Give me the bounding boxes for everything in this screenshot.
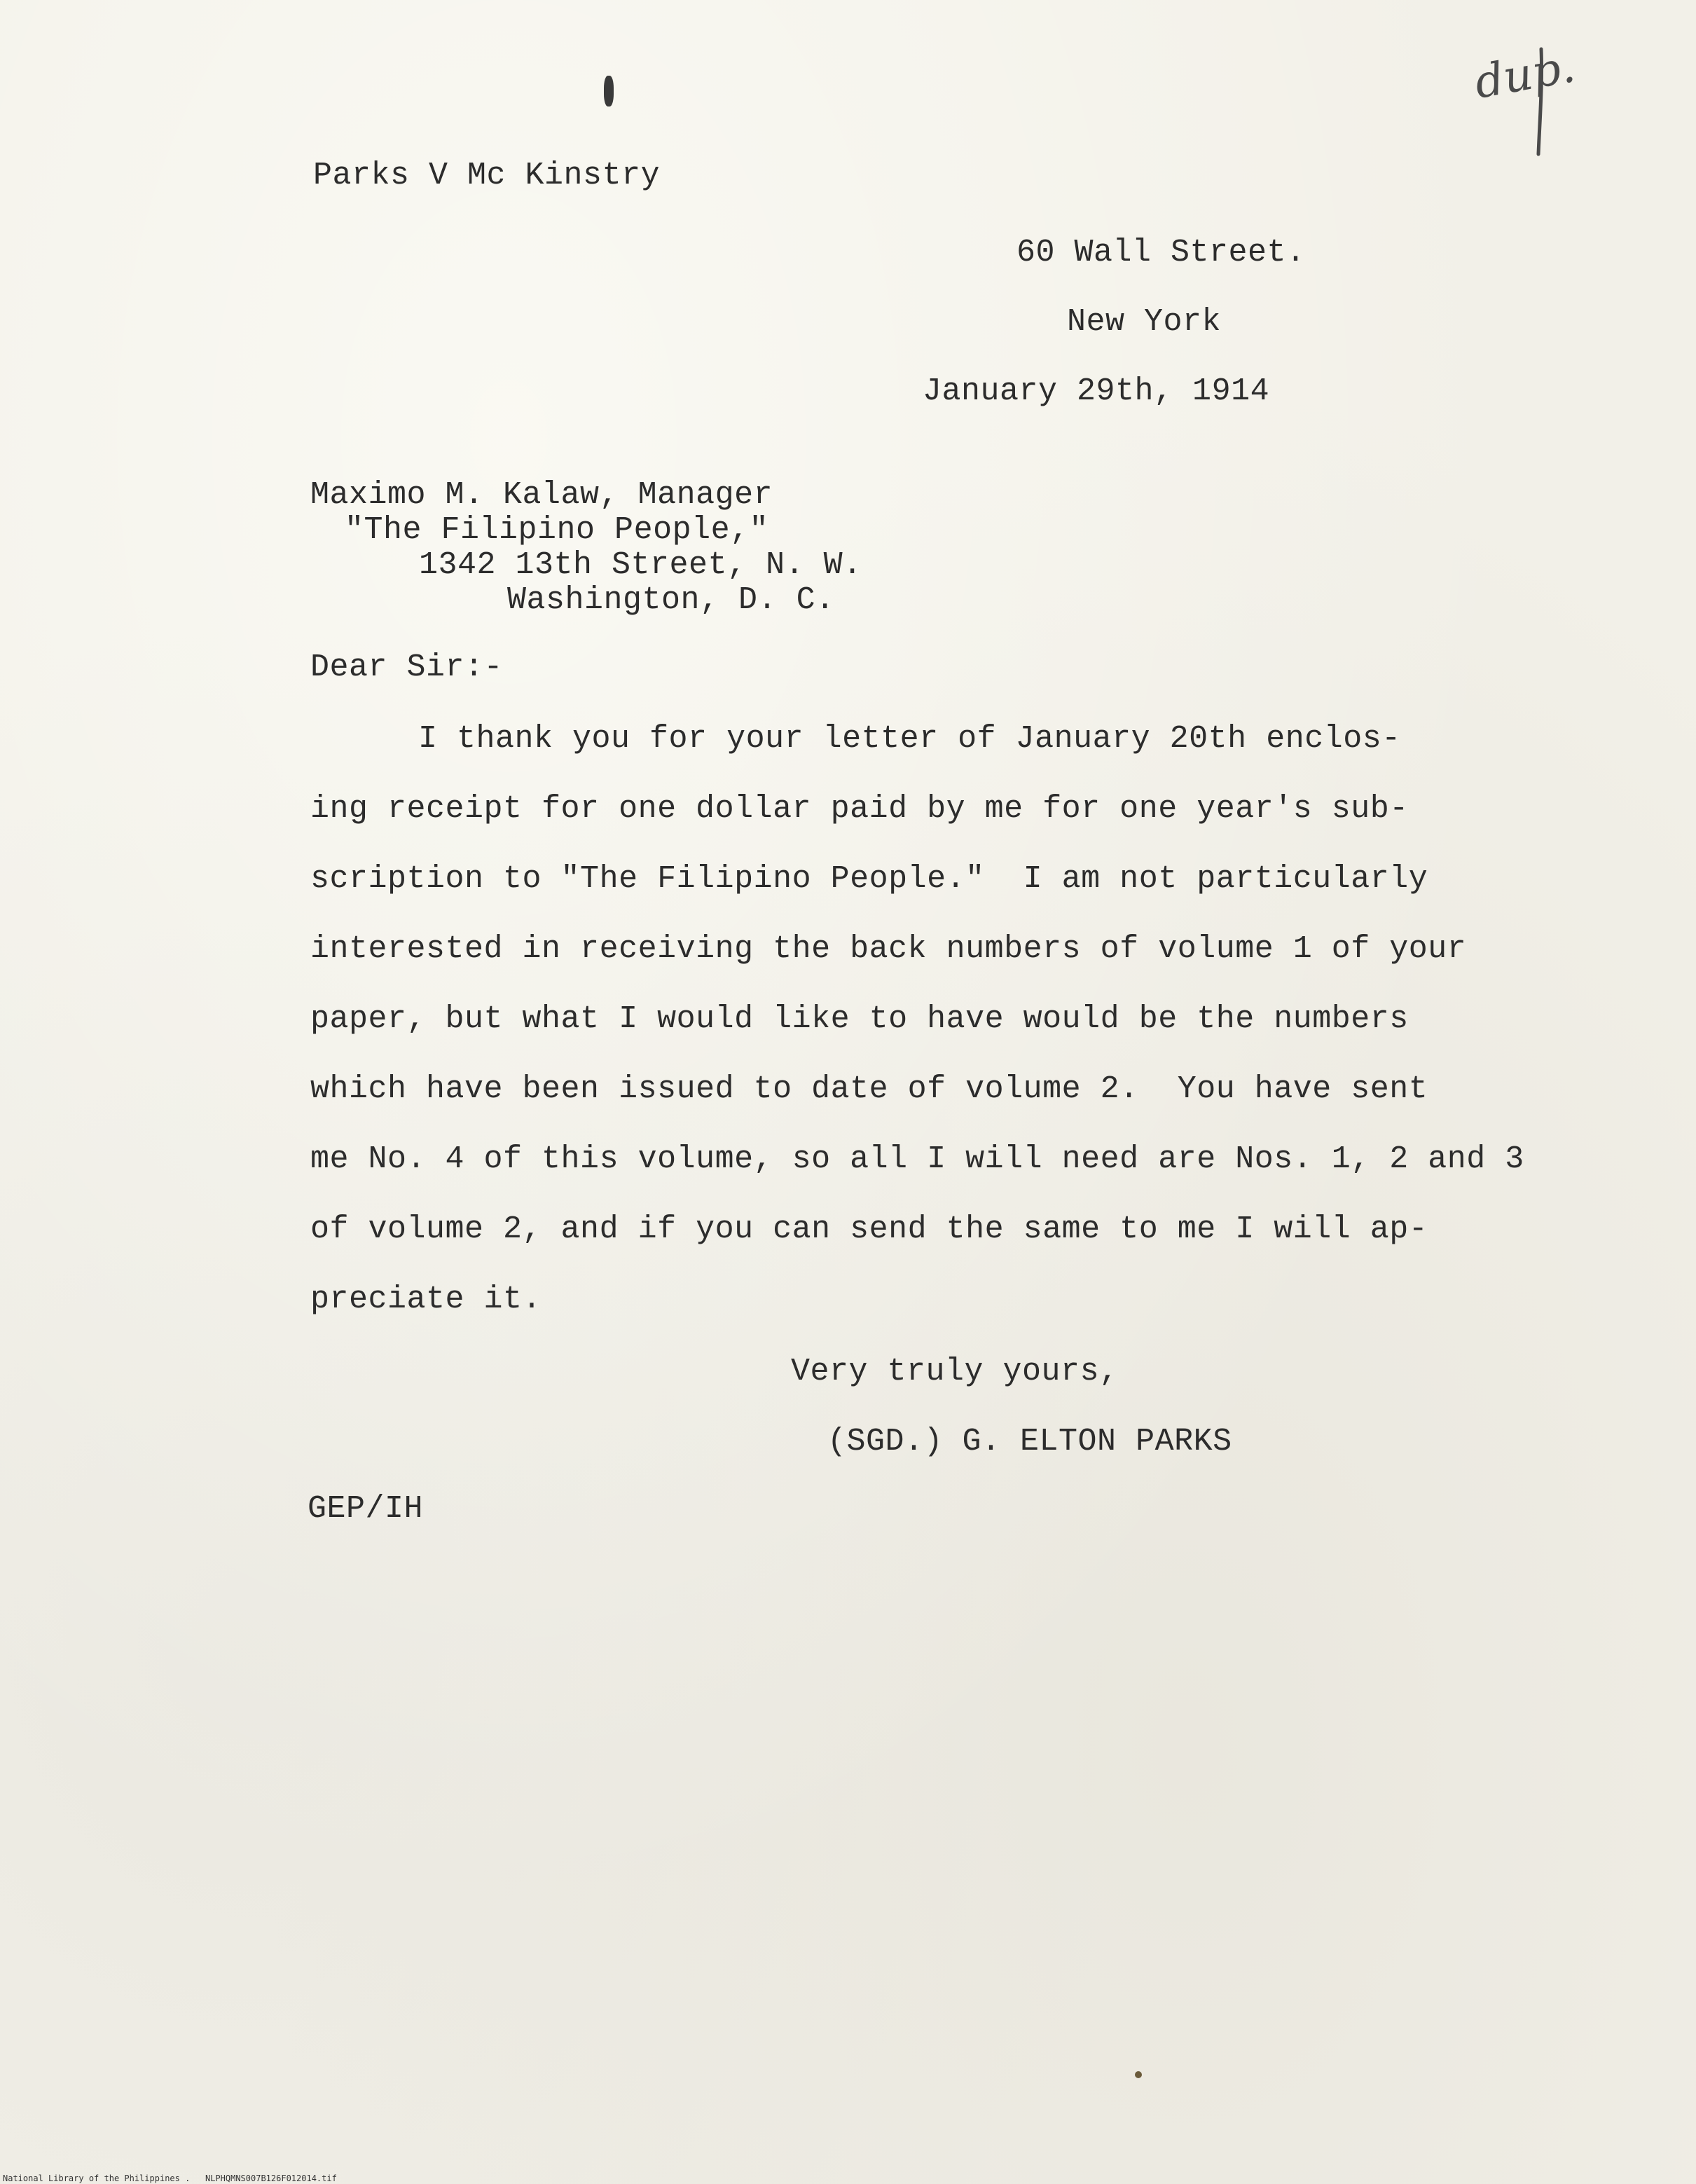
archive-caption: National Library of the Philippines . NLPHQMNS007B126F012014.tif <box>3 2173 337 2183</box>
body-line: of volume 2, and if you can send the same to me I will ap- <box>310 1211 1428 1247</box>
signature: (SGD.) G. ELTON PARKS <box>827 1424 1232 1460</box>
body-line: me No. 4 of this volume, so all I will need are Nos. 1, 2 and 3 <box>310 1141 1524 1177</box>
valediction: Very truly yours, <box>791 1354 1119 1389</box>
ink-speck <box>1135 2071 1142 2078</box>
body-line: ing receipt for one dollar paid by me for one year's sub- <box>310 791 1409 827</box>
handwritten-stroke <box>1527 42 1555 161</box>
recipient-org: "The Filipino People," <box>345 512 769 548</box>
body-line: preciate it. <box>310 1282 542 1317</box>
case-reference: Parks V Mc Kinstry <box>313 158 661 193</box>
sender-city: New York <box>1067 304 1222 340</box>
sender-street: 60 Wall Street. <box>1016 235 1306 270</box>
handwritten-annotation: dup. <box>1470 41 1579 109</box>
body-line: interested in receiving the back numbers of volume 1 of your <box>310 931 1467 967</box>
recipient-name: Maximo M. Kalaw, Manager <box>310 477 773 513</box>
body-line: paper, but what I would like to have would be the numbers <box>310 1001 1409 1037</box>
letter-date: January 29th, 1914 <box>923 373 1270 409</box>
recipient-city: Washington, D. C. <box>507 582 835 618</box>
ink-speck <box>604 76 614 107</box>
body-line: I thank you for your letter of January 20th enclos- <box>418 721 1401 757</box>
recipient-street: 1342 13th Street, N. W. <box>419 547 862 583</box>
salutation: Dear Sir:- <box>310 650 504 685</box>
body-line: which have been issued to date of volume 2. You have sent <box>310 1071 1428 1107</box>
typist-initials: GEP/IH <box>308 1491 424 1527</box>
body-line: scription to "The Filipino People." I am not particularly <box>310 861 1428 897</box>
